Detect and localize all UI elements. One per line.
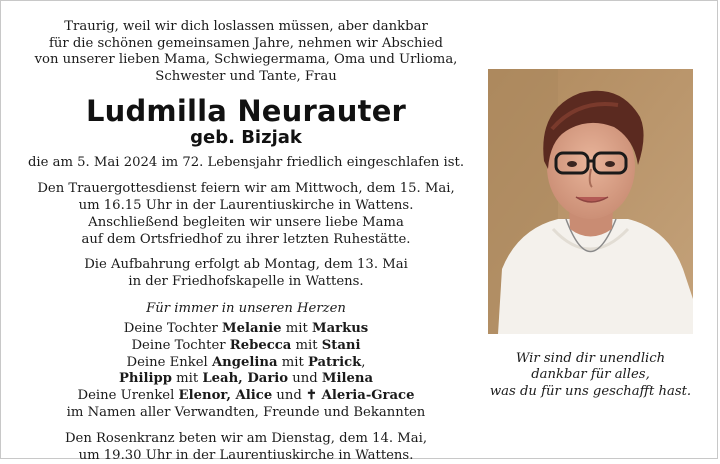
funeral-service-text	[11, 181, 481, 248]
viewing-line: Die Aufbahrung erfolgt ab Montag, dem 13. Mai	[84, 257, 408, 273]
mourner-name: Milena	[321, 371, 374, 387]
death-line: die am 5. Mai 2024 im 72. Lebensjahr friedlich eingeschlafen ist.	[27, 155, 465, 171]
mourner-line	[11, 338, 481, 355]
mourner-relation: Deine Urenkel	[77, 388, 179, 404]
mourner-name: Leah, Dario	[202, 371, 289, 387]
mourner-name: Patrick	[307, 354, 362, 370]
service-line: auf dem Ortsfriedhof zu ihrer letzten Ruhestätte.	[81, 231, 411, 247]
quote-line: dankbar für alles,	[531, 367, 650, 383]
portrait-photo	[488, 69, 693, 334]
quote-line: was du für uns geschafft hast.	[489, 383, 692, 399]
mourner-name: Stani	[321, 337, 361, 353]
intro-line: Schwester und Tante, Frau	[155, 68, 337, 84]
mourner-name: Rebecca	[229, 337, 292, 353]
intro-line: Traurig, weil wir dich loslassen müssen, aber dankbar	[64, 19, 428, 34]
mourner-name: Philipp	[118, 371, 172, 387]
mourner-line	[11, 388, 481, 405]
mourner-name: Elenor, Alice	[178, 388, 273, 404]
obituary-text-column	[11, 19, 481, 464]
quote-line: Wir sind dir unendlich	[515, 351, 666, 366]
mourners-list	[11, 321, 481, 422]
connector: und	[288, 371, 322, 387]
intro-line: für die schönen gemeinsamen Jahre, nehmen wir Abschied	[49, 35, 443, 51]
mourner-relation: Deine Enkel	[126, 354, 212, 370]
mourner-relation: Deine Tochter	[131, 337, 230, 353]
memorial-quote	[488, 351, 693, 400]
rosary-line: um 19.30 Uhr in der Laurentiuskirche in Wattens.	[78, 447, 414, 463]
mourner-line	[11, 355, 481, 372]
mourner-line	[11, 371, 481, 388]
service-line: um 16.15 Uhr in der Laurentiuskirche in Wattens.	[78, 197, 414, 213]
service-line: Den Trauergottesdienst feiern wir am Mittwoch, dem 15. Mai,	[37, 181, 455, 197]
mourner-name: Melanie	[222, 320, 282, 336]
rosary-line: Den Rosenkranz beten wir am Dienstag, dem 14. Mai,	[64, 430, 428, 446]
mourner-name: Aleria-Grace	[317, 388, 415, 404]
cross-icon: ✝	[306, 388, 318, 404]
connector: mit	[171, 371, 203, 387]
death-date-text	[11, 155, 481, 172]
intro-text	[11, 19, 481, 85]
mourner-name: Angelina	[211, 354, 278, 370]
mourner-line: im Namen aller Verwandten, Freunde und Bekannten	[66, 404, 426, 420]
maiden-name: geb. Bizjak	[190, 127, 302, 149]
portrait-illustration	[488, 69, 693, 334]
connector: mit	[291, 337, 322, 353]
connector: mit	[277, 354, 308, 370]
motto: Für immer in unseren Herzen	[146, 300, 346, 316]
intro-line: von unserer lieben Mama, Schwiegermama, Oma und Urlioma,	[34, 52, 458, 68]
deceased-name: Ludmilla Neurauter	[85, 94, 407, 129]
connector: mit	[281, 320, 312, 336]
service-line: Anschließend begleiten wir unsere liebe Mama	[88, 214, 404, 230]
viewing-text	[11, 257, 481, 291]
punctuation: ,	[361, 354, 366, 370]
viewing-line: in der Friedhofskapelle in Wattens.	[128, 274, 364, 290]
mourner-name: Markus	[311, 320, 369, 336]
mourner-relation: Deine Tochter	[123, 320, 223, 336]
connector: und	[272, 388, 307, 404]
mourner-line	[11, 321, 481, 338]
rosary-text	[11, 431, 481, 464]
